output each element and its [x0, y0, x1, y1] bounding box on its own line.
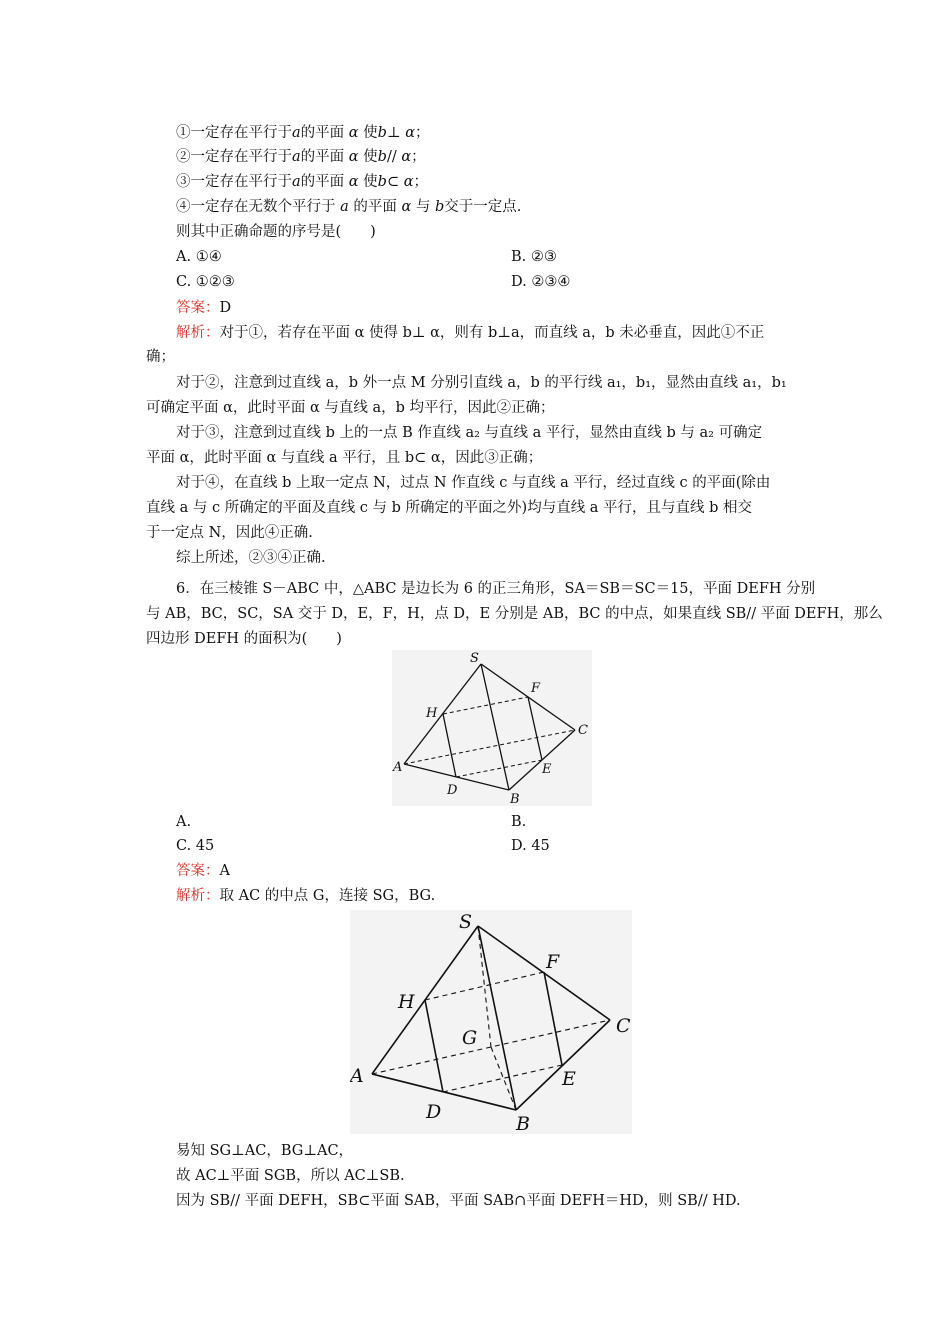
statement-2: ②一定存在平行于a的平面 α 使b// α；	[176, 149, 426, 165]
q5-analysis-line-1: 解析：对于①，若存在平面 α 使得 b⊥ α，则有 b⊥a，而直线 a，b 未必垂直，因此①不正	[176, 325, 765, 341]
q5-answer	[176, 298, 231, 318]
q5-analysis-line-9: 于一定点 N，因此④正确.	[146, 525, 313, 541]
q6-stem-line-3: 四边形 DEFH 的面积为( )	[146, 631, 342, 647]
label-e: E	[542, 762, 552, 777]
label-s: S	[459, 911, 473, 933]
label-a: A	[393, 760, 403, 775]
label-b: B	[516, 1113, 530, 1134]
statement-4: ④一定存在无数个平行于 a 的平面 α 与 b交于一定点.	[176, 199, 522, 215]
label-e: E	[562, 1068, 576, 1090]
label-f: F	[531, 681, 541, 696]
label-h: H	[426, 706, 438, 721]
q5-analysis-line-4: 可确定平面 α，此时平面 α 与直线 a，b 均平行，因此②正确；	[146, 400, 555, 416]
q6-option-d: D. 45	[511, 838, 550, 854]
q5-option-a: A. ①④	[176, 249, 222, 265]
label-c: C	[578, 723, 588, 738]
answer-label: 答案：	[176, 863, 220, 879]
statement-1: ①一定存在平行于a的平面 α 使b⊥ α；	[176, 125, 430, 141]
q5-analysis-line-3: 对于②，注意到过直线 a，b 外一点 M 分别引直线 a，b 的平行线 a₁，b₁，显然由直线 a₁，b₁	[176, 375, 787, 391]
label-g: G	[462, 1027, 478, 1049]
label-d: D	[426, 1101, 442, 1123]
tetrahedron-figure-1	[392, 650, 592, 806]
q5-analysis-line-7: 对于④，在直线 b 上取一定点 N，过点 N 作直线 c 与直线 a 平行，经过直线 c 的平面(除由	[176, 475, 771, 491]
q5-analysis-line-6: 平面 α，此时平面 α 与直线 a 平行，且 b⊂ α，因此③正确；	[146, 450, 543, 466]
label-h: H	[398, 991, 415, 1013]
q5-analysis-line-5: 对于③，注意到过直线 b 上的一点 B 作直线 a₂ 与直线 a 平行，显然由直线 b 与 a₂ 可确定	[176, 425, 763, 441]
q6-stem-line-1: 6．在三棱锥 S－ABC 中，△ABC 是边长为 6 的正三角形，SA＝SB＝SC＝15，平面 DEFH 分别	[176, 581, 816, 597]
answer-value: D	[219, 300, 232, 316]
q6-option-b: B.	[511, 814, 527, 830]
q6-option-c: C. 45	[176, 838, 215, 854]
label-f: F	[546, 951, 560, 973]
label-d: D	[447, 783, 458, 798]
tetrahedron-figure-2	[350, 910, 632, 1134]
q5-analysis-line-10: 综上所述，②③④正确.	[176, 550, 326, 566]
q6-option-a: A.	[176, 814, 192, 830]
label-b: B	[510, 792, 520, 806]
analysis-label: 解析：	[176, 325, 220, 341]
q6-analysis-line-3: 故 AC⊥平面 SGB，所以 AC⊥SB.	[176, 1168, 405, 1184]
q5-analysis-line-8: 直线 a 与 c 所确定的平面及直线 c 与 b 所确定的平面之外)均与直线 a 平行，且与直线 b 相交	[146, 500, 753, 516]
q5-prompt: 则其中正确命题的序号是( )	[176, 224, 376, 240]
figure-2-background	[350, 910, 632, 1134]
label-a: A	[350, 1065, 364, 1087]
answer-label: 答案：	[176, 300, 220, 316]
statement-3: ③一定存在平行于a的平面 α 使b⊂ α；	[176, 174, 429, 190]
analysis-label: 解析：	[176, 888, 220, 904]
q5-analysis-line-2: 确；	[146, 349, 175, 365]
label-c: C	[616, 1015, 631, 1037]
label-s: S	[470, 651, 479, 666]
q6-stem-line-2: 与 AB，BC，SC，SA 交于 D，E，F，H，点 D，E 分别是 AB，BC 的中点，如果直线 SB// 平面 DEFH，那么	[146, 606, 883, 622]
answer-value: A	[219, 863, 230, 879]
q5-option-c: C. ①②③	[176, 274, 235, 290]
q5-option-b: B. ②③	[511, 249, 557, 265]
q6-analysis-line-1: 解析：取 AC 的中点 G，连接 SG，BG.	[176, 888, 436, 904]
q6-analysis-line-4: 因为 SB// 平面 DEFH，SB⊂平面 SAB，平面 SAB∩平面 DEFH＝HD，则 SB// HD.	[176, 1193, 741, 1209]
q6-analysis-line-2: 易知 SG⊥AC，BG⊥AC，	[176, 1143, 354, 1159]
figure-1-background	[392, 650, 592, 806]
q6-answer	[176, 861, 230, 881]
q5-option-d: D. ②③④	[511, 274, 571, 290]
